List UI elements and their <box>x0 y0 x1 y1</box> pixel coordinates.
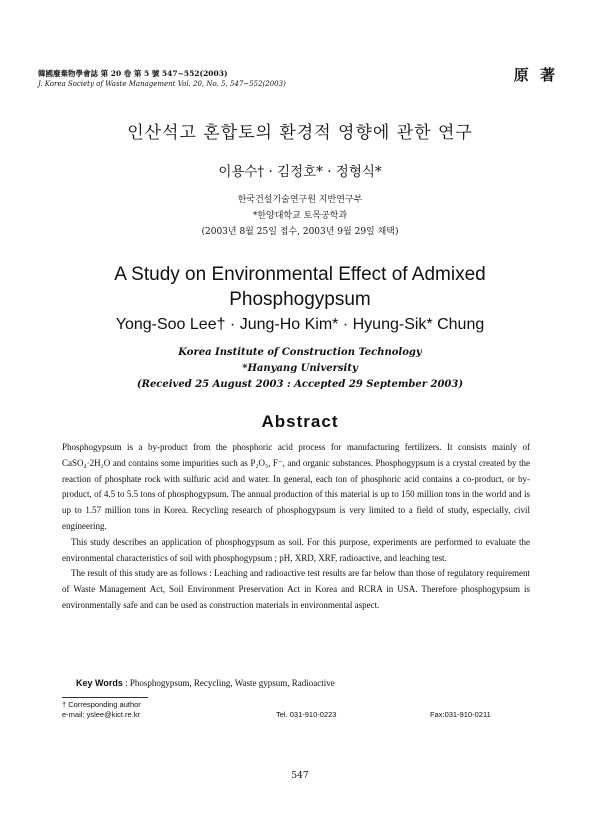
journal-header <box>38 68 286 90</box>
title-korean: 인산석고 혼합토의 환경적 영향에 관한 연구 <box>127 123 473 143</box>
affiliation-ko-2: *한양대학교 토목공학과 <box>252 211 348 221</box>
journal-citation-en: J. Korea Society of Waste Management Vol. 20, No. 5, 547~552(2003) <box>38 80 286 88</box>
journal-citation-ko: 韓國廢棄物學會誌 第 20 卷 第 5 號 547~552(2003) <box>38 69 228 78</box>
affiliation-ko-1: 한국건설기술연구원 지반연구부 <box>237 195 363 205</box>
abstract-body <box>62 440 530 614</box>
keywords <box>76 678 335 688</box>
title-english-line-2: Phosphogypsum <box>229 289 371 310</box>
dates-korean: (2003년 8월 25일 접수, 2003년 9월 29일 채택) <box>201 227 399 237</box>
affiliations-english <box>0 345 600 393</box>
abstract-paragraph-1: Phosphogypsum is a by-product from the phosphoric acid process for manufacturing fertilizers. It consists mainly of CaSO₄·2H₂O and contains some impurities such as P₂O₅, F⁻, and organic substances. Phosphogypsum is a crystal created by the reaction of phosphate rock with sulfuric acid and water. In general, each ton of phosphoric acid contains a co-product, or by-product, of 4.5 to 5.5 tons of phosphogypsum. The annual production of this material is up to 150 million tons in the world and is up to 1.57 million tons in Korea. Recycling research of phosphogypsum is very limited to a field of study, especially, civil engineering. <box>62 442 530 531</box>
affiliations-korean <box>0 192 600 240</box>
title-english-line-1: A Study on Environmental Effect of Admixed <box>114 264 486 285</box>
abstract-heading: Abstract <box>261 412 339 431</box>
affiliation-en-2: *Hanyang University <box>242 363 358 374</box>
abstract-paragraph-2: This study describes an application of phosphogypsum as soil. For this purpose, experiments are performed to evaluate the environmental characteristics of soil with phosphogypsum ; pH, XRD, XRF, radioactive, and leaching test. <box>62 536 530 563</box>
footnote-rule <box>62 697 148 698</box>
footnote <box>62 700 141 720</box>
footnote-tel: Tel. 031-910-0223 <box>276 710 337 719</box>
keywords-text: : Phosphogypsum, Recycling, Waste gypsum, Radioactive <box>125 678 335 688</box>
title-english <box>0 262 600 312</box>
authors-english: Yong-Soo Lee† · Jung-Ho Kim* · Hyung-Sik* Chung <box>115 316 485 333</box>
footnote-corresponding: † Corresponding author <box>62 700 141 709</box>
article-type-mark: 原 著 <box>513 66 558 84</box>
abstract-paragraph-3: The result of this study are as follows : Leaching and radioactive test results are far below than those of regulatory requirement of Waste Management Act, Soil Environment Preservation Act in Korea and RCRA in USA. Therefore phosphogypsum is environmentally safe and can be used as construction materials in environmental aspect. <box>62 568 530 610</box>
keywords-label: Key Words <box>76 678 123 688</box>
page-number: 547 <box>291 771 309 781</box>
footnote-fax: Fax:031-910-0211 <box>430 710 491 719</box>
footnote-email: e-mail: yslee@kict.re.kr <box>62 710 141 719</box>
dates-english: (Received 25 August 2003 : Accepted 29 September 2003) <box>136 379 464 390</box>
authors-korean: 이용수† · 김정호* · 정형식* <box>218 164 382 180</box>
affiliation-en-1: Korea Institute of Construction Technology <box>178 347 422 358</box>
